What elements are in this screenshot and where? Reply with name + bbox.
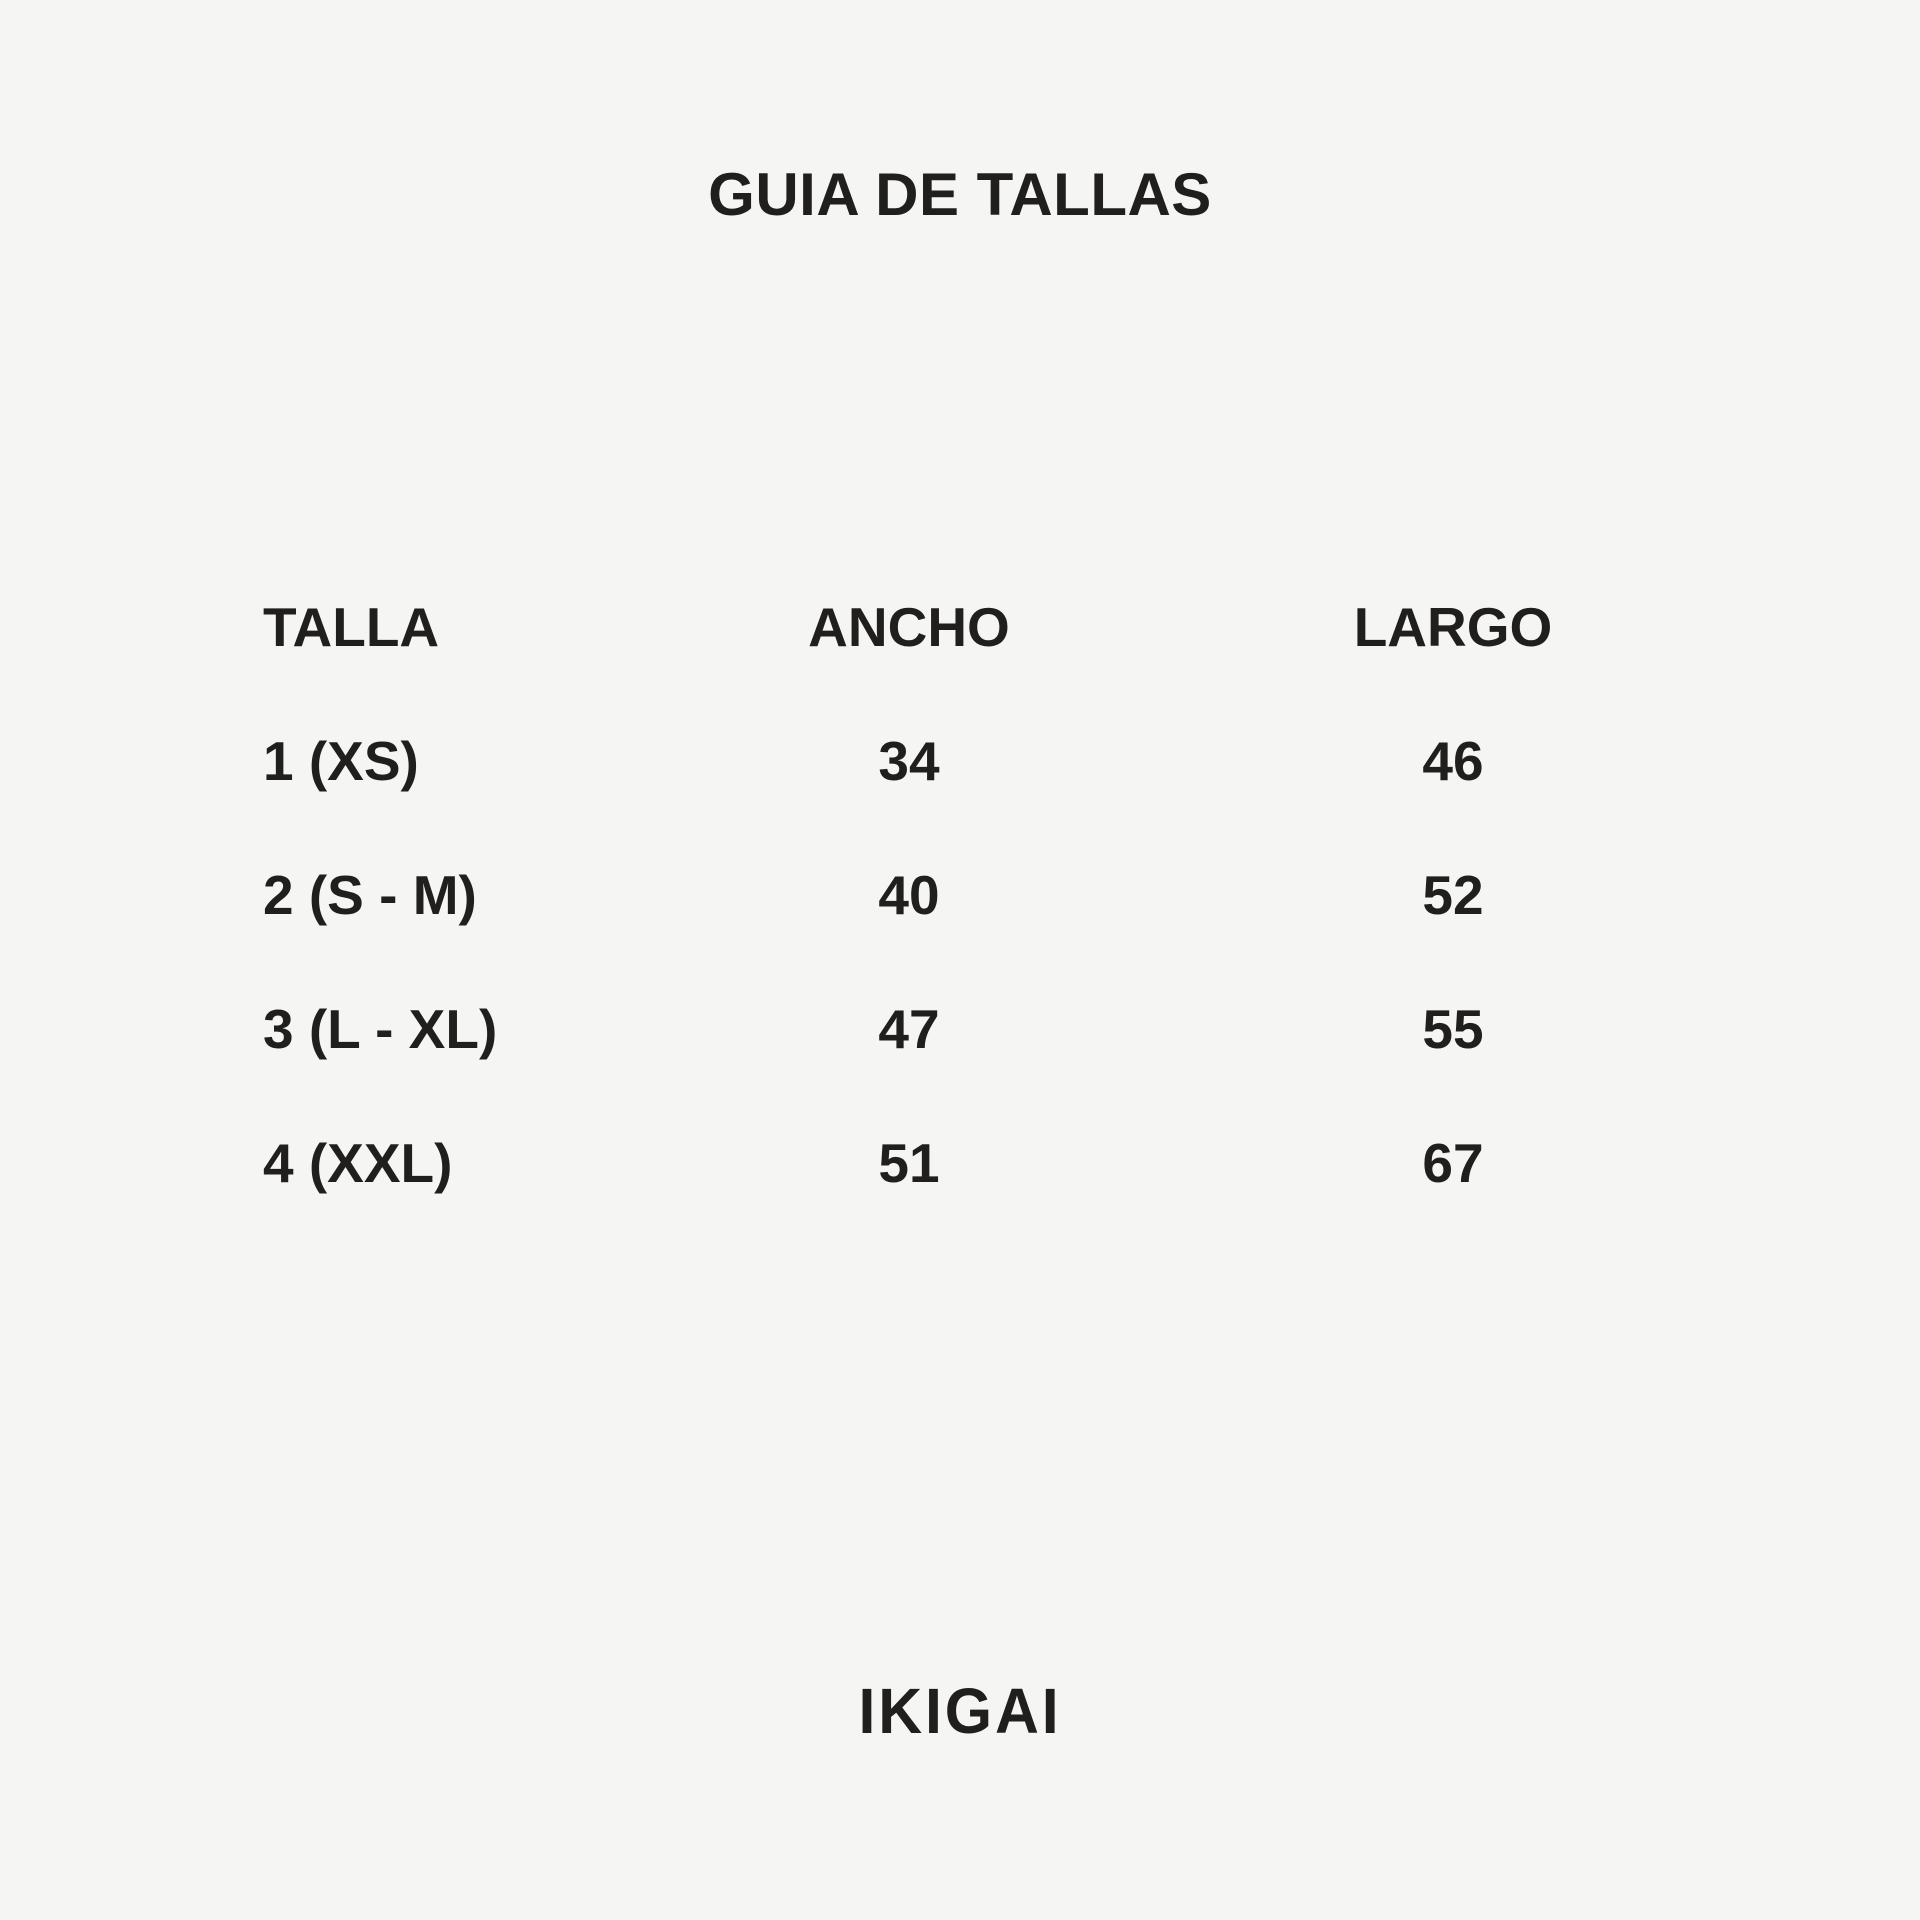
ancho-value: 51	[878, 1131, 940, 1194]
size-label: 3 (L - XL)	[263, 997, 498, 1060]
column-header-largo: LARGO	[1353, 595, 1553, 658]
largo-value: 46	[1422, 729, 1484, 792]
size-table	[263, 560, 1751, 1230]
ancho-value: 34	[878, 729, 940, 792]
page-title: GUIA DE TALLAS	[708, 161, 1212, 228]
column-header-talla: TALLA	[263, 595, 440, 658]
column-header-ancho: ANCHO	[808, 595, 1010, 658]
largo-value: 52	[1422, 863, 1484, 926]
largo-value: 55	[1422, 997, 1484, 1060]
ancho-value: 47	[878, 997, 940, 1060]
largo-value: 67	[1422, 1131, 1484, 1194]
size-label: 4 (XXL)	[263, 1131, 453, 1194]
size-label: 1 (XS)	[263, 729, 419, 792]
brand-logo: IKIGAI	[858, 1675, 1062, 1747]
size-label: 2 (S - M)	[263, 863, 477, 926]
ancho-value: 40	[878, 863, 940, 926]
